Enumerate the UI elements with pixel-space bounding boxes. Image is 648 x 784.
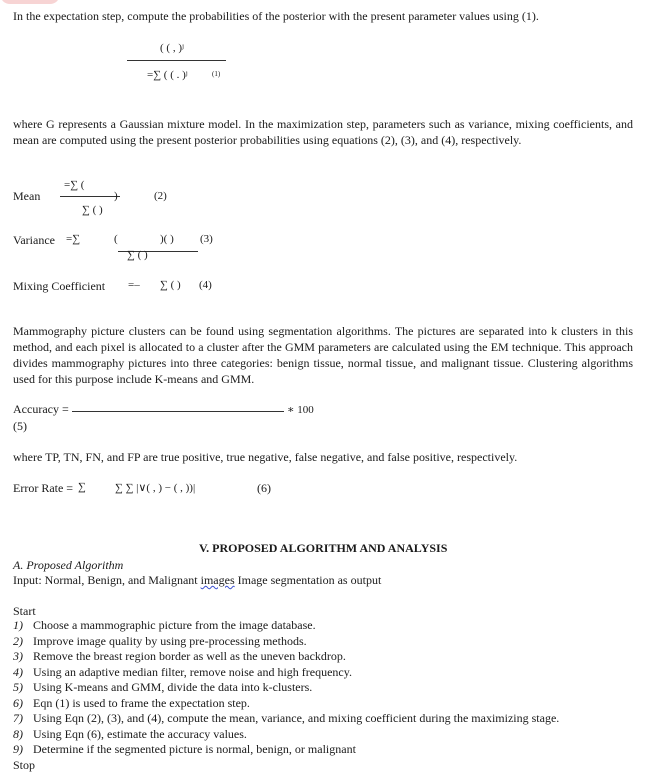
accuracy-multiplier: ∗ 100 [287, 404, 314, 416]
list-item: 9) Determine if the segmented picture is normal, benign, or malignant [13, 742, 356, 756]
mixing-eq: =– [128, 279, 140, 291]
error-rate-body: ∑ ∑ |∨( , ) − ( , ))| [115, 482, 196, 494]
variance-right: )( ) [160, 233, 174, 245]
algorithm-start: Start [13, 604, 36, 618]
variance-bottom: ∑ ( ) [127, 249, 148, 261]
input-line-misspelled-word: images [200, 573, 235, 587]
mixing-sum: ∑ ( ) [160, 279, 181, 291]
mean-bottom: ∑ ( ) [82, 204, 103, 216]
section-heading: V. PROPOSED ALGORITHM AND ANALYSIS [199, 541, 448, 555]
error-rate-eq-number: (6) [257, 481, 271, 495]
input-line-after: Image segmentation as output [234, 573, 382, 587]
accuracy-eq-number: (5) [13, 419, 27, 433]
mixing-eq-number: (4) [199, 279, 212, 291]
accuracy-label: Accuracy = [13, 402, 69, 416]
mean-mid: ) [114, 190, 118, 202]
list-item: 1) Choose a mammographic picture from the image database. [13, 618, 316, 632]
paragraph-tp-definitions: where TP, TN, FN, and FP are true positive, true negative, false negative, and false positive, respectively. [13, 450, 518, 464]
list-item: 7) Using Eqn (2), (3), and (4), compute the mean, variance, and mixing coefficient during the maximizing stage. [13, 711, 560, 725]
variance-paren: ( [114, 233, 118, 245]
mean-label: Mean [13, 189, 41, 203]
variance-label: Variance [13, 233, 55, 247]
mean-eq-number: (2) [154, 190, 167, 202]
variance-eq: =∑ [66, 233, 81, 245]
error-rate-label: Error Rate = [13, 481, 74, 495]
mean-top: =∑ ( [64, 179, 85, 191]
eq1-fraction-line [127, 60, 226, 61]
error-rate-sum: ∑ [78, 481, 86, 493]
subsection-heading: A. Proposed Algorithm [13, 558, 124, 572]
eq1-label: (1) [212, 70, 221, 78]
variance-eq-number: (3) [200, 233, 213, 245]
intro-text: In the expectation step, compute the probabilities of the posterior with the present parameter values using (1). [13, 9, 539, 23]
paragraph-gmm: where G represents a Gaussian mixture model. In the maximization step, parameters such as variance, mixing coefficients, and mean are computed using the present posterior probabilities using equations (2), (3), and (4), respectively. [13, 117, 633, 147]
input-line-before: Input: Normal, Benign, and Malignant [13, 573, 201, 587]
list-item: 4) Using an adaptive median filter, remove noise and high frequency. [13, 664, 352, 679]
list-item: 8) Using Eqn (6), estimate the accuracy values. [13, 726, 247, 741]
eq1-numerator: ( ( , )ʲ [160, 42, 184, 54]
mean-fraction-line [60, 196, 120, 197]
list-item: 2) Improve image quality by using pre-processing methods. [13, 633, 307, 648]
list-item: 3) Remove the breast region border as well as the uneven backdrop. [13, 649, 346, 663]
algorithm-steps [13, 618, 559, 758]
paragraph-mammography: Mammography picture clusters can be found using segmentation algorithms. The pictures are separated into k clusters in this method, and each pixel is allocated to a cluster after the GMM parameters are calculated using the EM technique. This approach divides mammography pictures into three categories: benign tissue, normal tissue, and malignant tissue. Clustering algorithms used for this purpose include K-means and GMM. [13, 324, 633, 386]
accuracy-fraction-line [72, 411, 284, 412]
list-item: 5) Using K-means and GMM, divide the data into k-clusters. [13, 680, 313, 694]
list-item: 6) Eqn (1) is used to frame the expectation step. [13, 695, 250, 710]
input-line [13, 572, 381, 588]
top-decoration [0, 0, 60, 4]
algorithm-stop: Stop [13, 758, 36, 772]
eq1-denominator: =∑ ( ( . )ʲ [147, 69, 188, 81]
mixing-label: Mixing Coefficient [13, 279, 106, 293]
